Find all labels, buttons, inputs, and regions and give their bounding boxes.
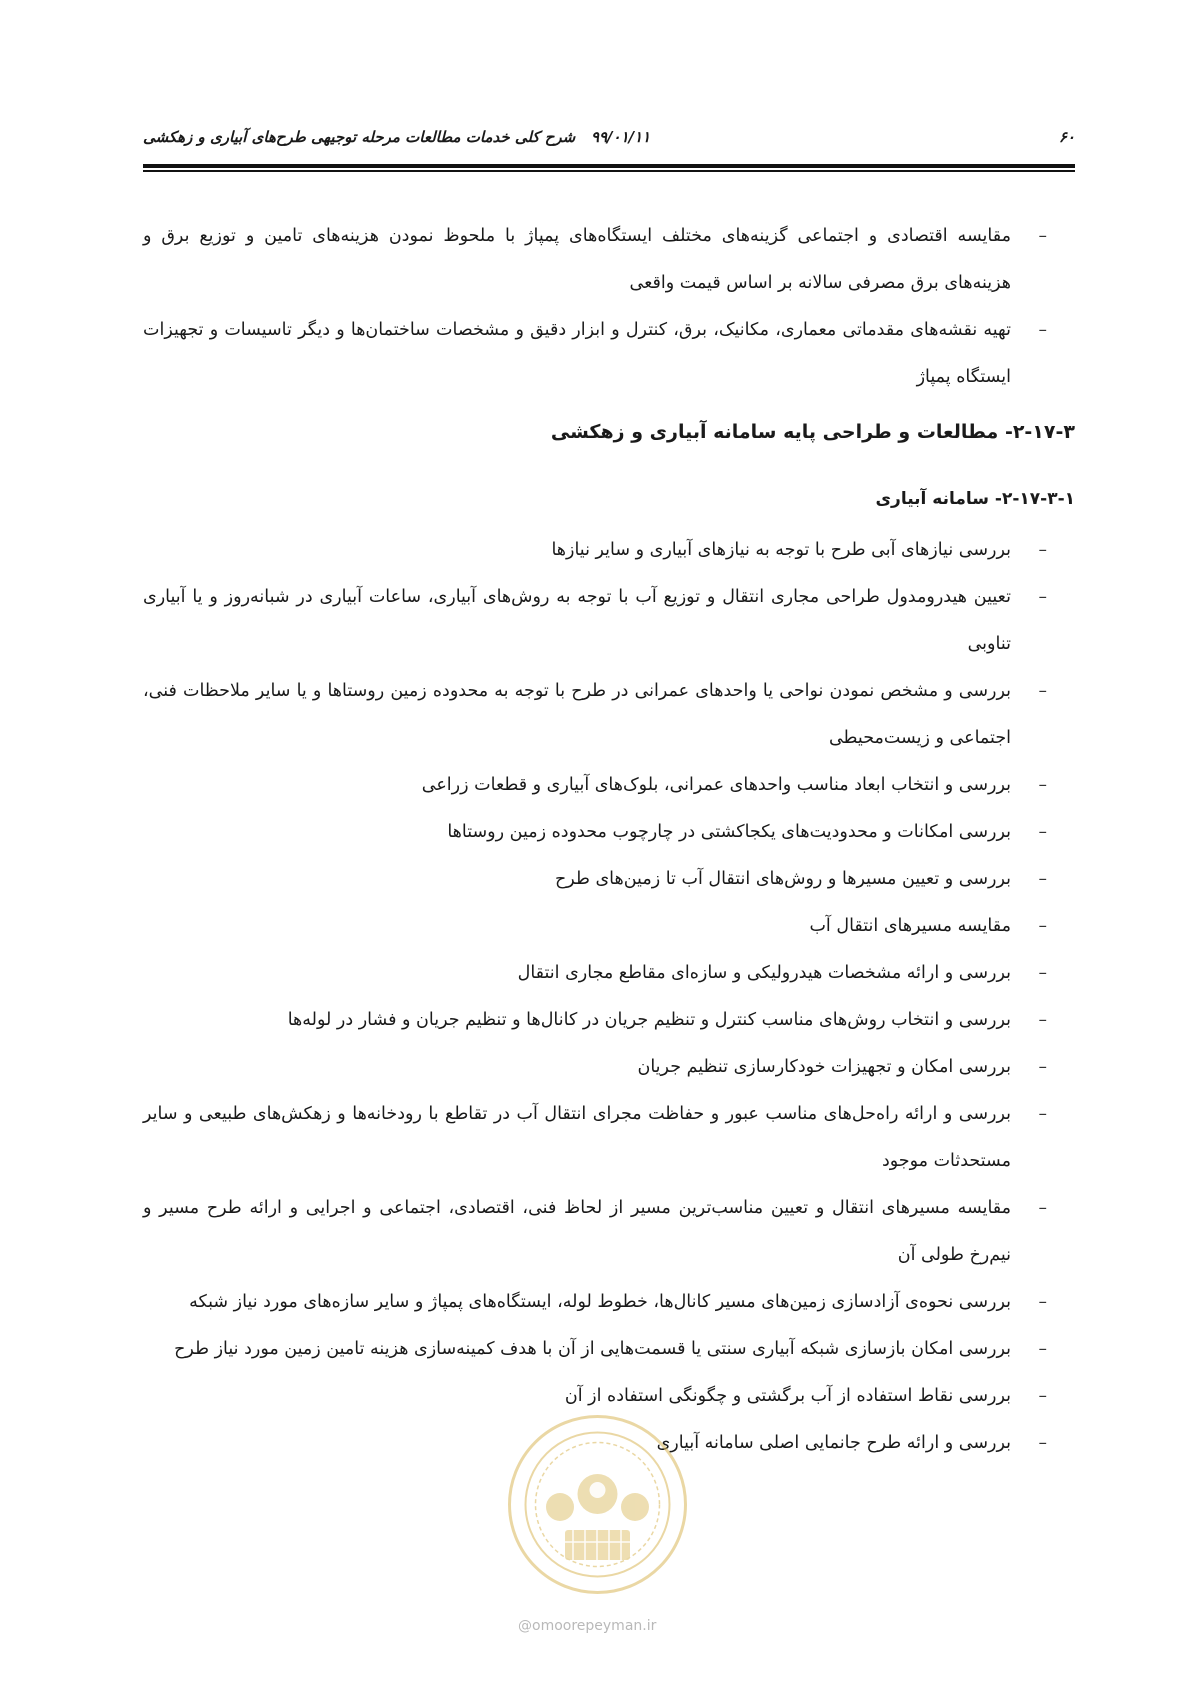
list-item <box>143 903 1075 950</box>
list-item-text: بررسی و مشخص نمودن نواحی یا واحدهای عمرانی در طرح با توجه به محدوده زمین روستاها و یا سایر ملاحظات فنی، اجتماعی و زیست‌محیطی <box>143 681 1011 748</box>
irrigation-items-list <box>143 527 1075 1467</box>
bullet-dash: – <box>1038 540 1047 560</box>
header-rule-thick <box>143 164 1075 168</box>
list-item-text: بررسی نیازهای آبی طرح با توجه به نیازهای آبیاری و سایر نیازها <box>551 540 1011 560</box>
list-item <box>143 1091 1075 1185</box>
list-item-text: بررسی و انتخاب روش‌های مناسب کنترل و تنظیم جریان در کانال‌ها و تنظیم جریان و فشار در لوله‌ها <box>287 1010 1011 1030</box>
bullet-dash: – <box>1038 1010 1047 1030</box>
list-item <box>143 809 1075 856</box>
bullet-dash: – <box>1038 1104 1047 1124</box>
bullet-dash: – <box>1038 681 1047 701</box>
list-item <box>143 668 1075 762</box>
list-item <box>143 1420 1075 1467</box>
list-item-text: مقایسه مسیرهای انتقال و تعیین مناسب‌ترین مسیر از لحاظ فنی، اقتصادی، اجتماعی و اجرایی و ارائه طرح مسیر و نیم‌رخ طولی آن <box>143 1198 1011 1265</box>
list-item-text: بررسی و انتخاب ابعاد مناسب واحدهای عمرانی، بلوک‌های آبیاری و قطعات زراعی <box>421 775 1011 795</box>
bullet-dash: – <box>1038 587 1047 607</box>
list-item <box>143 856 1075 903</box>
list-item-text: تهیه نقشه‌های مقدماتی معماری، مکانیک، برق، کنترل و ابزار دقیق و مشخصات ساختمان‌ها و دیگر تاسیسات و تجهیزات ایستگاه پمپاژ <box>143 320 1011 387</box>
list-item-text: بررسی و ارائه طرح جانمایی اصلی سامانه آبیاری <box>656 1433 1011 1453</box>
list-item-text: بررسی و تعیین مسیرها و روش‌های انتقال آب تا زمین‌های طرح <box>555 869 1011 889</box>
list-item <box>143 213 1075 307</box>
header-date: ۹۹/۰۱/۱۱ <box>590 128 651 146</box>
list-item-text: بررسی و ارائه مشخصات هیدرولیکی و سازه‌ای مقاطع مجاری انتقال <box>517 963 1011 983</box>
subsection-heading: ۲-۱۷-۳-۱- سامانه آبیاری <box>875 489 1075 509</box>
header-rule-thin <box>143 170 1075 172</box>
list-item-text: بررسی امکان و تجهیزات خودکارسازی تنظیم جریان <box>637 1057 1011 1077</box>
bullet-dash: – <box>1038 1057 1047 1077</box>
list-item <box>143 950 1075 997</box>
bullet-dash: – <box>1038 916 1047 936</box>
list-item <box>143 1279 1075 1326</box>
list-item-text: بررسی نقاط استفاده از آب برگشتی و چگونگی استفاده از آن <box>564 1386 1011 1406</box>
intro-list <box>143 213 1075 401</box>
list-item-text: بررسی امکان بازسازی شبکه آبیاری سنتی یا قسمت‌هایی از آن با هدف کمینه‌سازی هزینه تامین زمین مورد نیاز طرح <box>174 1339 1011 1359</box>
list-item <box>143 762 1075 809</box>
list-item-text: بررسی و ارائه راه‌حل‌های مناسب عبور و حفاظت مجرای انتقال آب در تقاطع با رودخانه‌ها و زهکش‌های طبیعی و سایر مستحدثات موجود <box>143 1104 1011 1171</box>
list-item-text: مقایسه اقتصادی و اجتماعی گزینه‌های مختلف ایستگاه‌های پمپاژ با ملحوظ نمودن هزینه‌های تامین و توزیع برق و هزینه‌های برق مصرفی سالانه بر اساس قیمت واقعی <box>143 226 1011 293</box>
watermark-url: @omoorepeyman.ir <box>518 1618 657 1634</box>
bullet-dash: – <box>1038 1433 1047 1453</box>
list-item <box>143 1044 1075 1091</box>
bullet-dash: – <box>1038 1198 1047 1218</box>
page-number: ۶۰ <box>1058 128 1075 146</box>
bullet-dash: – <box>1038 963 1047 983</box>
page-header <box>143 128 1075 156</box>
bullet-dash: – <box>1038 1292 1047 1312</box>
page-content <box>143 213 1075 1467</box>
list-item <box>143 527 1075 574</box>
bullet-dash: – <box>1038 320 1047 340</box>
bullet-dash: – <box>1038 775 1047 795</box>
list-item <box>143 1185 1075 1279</box>
list-item <box>143 997 1075 1044</box>
header-title-line <box>143 128 650 146</box>
bullet-dash: – <box>1038 226 1047 246</box>
list-item <box>143 1326 1075 1373</box>
bullet-dash: – <box>1038 822 1047 842</box>
bullet-dash: – <box>1038 1386 1047 1406</box>
list-item-text: تعیین هیدرومدول طراحی مجاری انتقال و توزیع آب با توجه به روش‌های آبیاری، ساعات آبیاری در شبانه‌روز و یا آبیاری تناوبی <box>143 587 1011 654</box>
section-heading: ۲-۱۷-۳- مطالعات و طراحی پایه سامانه آبیاری و زهکشی <box>550 421 1075 443</box>
bullet-dash: – <box>1038 869 1047 889</box>
list-item <box>143 307 1075 401</box>
list-item-text: مقایسه مسیرهای انتقال آب <box>809 916 1011 936</box>
list-item-text: بررسی نحوه‌ی آزادسازی زمین‌های مسیر کانال‌ها، خطوط لوله، ایستگاه‌های پمپاژ و سایر سازه‌های مورد نیاز شبکه <box>189 1292 1011 1312</box>
watermark-url-text: omoorepeyman.ir <box>532 1618 657 1634</box>
list-item <box>143 574 1075 668</box>
header-title: شرح کلی خدمات مطالعات مرحله توجیهی طرح‌های آبیاری و زهکشی <box>143 128 576 146</box>
list-item-text: بررسی امکانات و محدودیت‌های یکجاکشتی در چارچوب محدوده زمین روستاها <box>447 822 1011 842</box>
bullet-dash: – <box>1038 1339 1047 1359</box>
list-item <box>143 1373 1075 1420</box>
